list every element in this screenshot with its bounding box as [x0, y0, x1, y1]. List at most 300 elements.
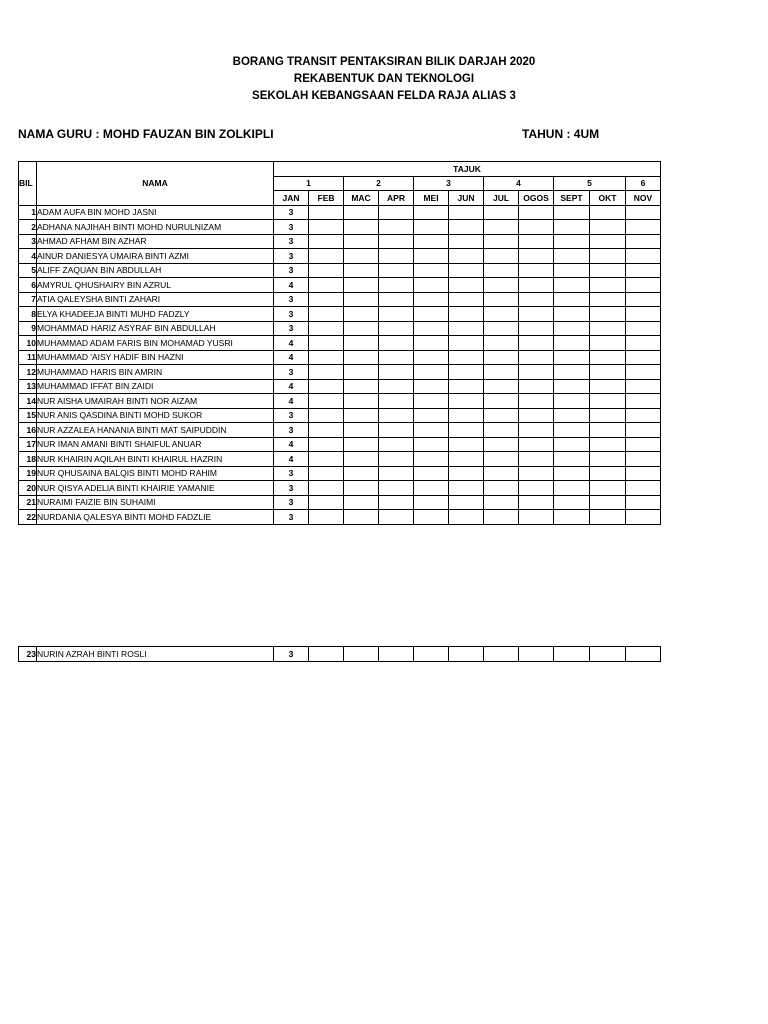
table-row	[19, 278, 661, 293]
score-cell	[309, 466, 344, 481]
score-jan: 3	[274, 307, 309, 322]
assessment-table	[18, 161, 661, 525]
score-cell	[309, 394, 344, 409]
score-cell	[344, 321, 379, 336]
header-row-tajuk	[19, 162, 661, 177]
score-jan: 4	[274, 452, 309, 467]
score-cell	[626, 336, 661, 351]
score-cell	[626, 205, 661, 220]
score-cell	[449, 278, 484, 293]
score-cell	[554, 350, 590, 365]
score-jan: 4	[274, 437, 309, 452]
score-cell	[309, 452, 344, 467]
score-cell	[484, 394, 519, 409]
score-cell	[484, 307, 519, 322]
score-cell	[414, 437, 449, 452]
row-number: 8	[19, 307, 37, 322]
score-cell	[344, 510, 379, 525]
score-cell	[484, 510, 519, 525]
score-cell	[484, 481, 519, 496]
score-cell	[484, 278, 519, 293]
score-cell	[379, 437, 414, 452]
score-cell	[344, 234, 379, 249]
score-cell	[449, 495, 484, 510]
score-cell	[309, 249, 344, 264]
score-jan: 3	[274, 423, 309, 438]
score-cell	[626, 365, 661, 380]
score-jan: 3	[274, 205, 309, 220]
score-cell	[519, 510, 554, 525]
month-header: JUL	[484, 191, 519, 206]
score-cell	[379, 234, 414, 249]
score-cell	[344, 423, 379, 438]
score-jan: 3	[274, 466, 309, 481]
score-cell	[626, 408, 661, 423]
score-cell	[414, 379, 449, 394]
score-cell	[414, 321, 449, 336]
score-cell	[484, 365, 519, 380]
score-cell	[626, 394, 661, 409]
score-cell	[554, 647, 590, 662]
nama-header: NAMA	[37, 162, 274, 206]
row-number: 23	[19, 647, 37, 662]
student-name: MUHAMMAD HARIS BIN AMRIN	[37, 365, 274, 380]
score-cell	[379, 394, 414, 409]
month-header: JAN	[274, 191, 309, 206]
score-cell	[590, 292, 626, 307]
score-cell	[484, 292, 519, 307]
score-jan: 4	[274, 278, 309, 293]
score-cell	[379, 350, 414, 365]
teacher-name: NAMA GURU : MOHD FAUZAN BIN ZOLKIPLI	[18, 127, 274, 141]
score-cell	[309, 365, 344, 380]
score-cell	[414, 481, 449, 496]
score-cell	[484, 379, 519, 394]
table-row	[19, 379, 661, 394]
score-cell	[590, 350, 626, 365]
score-cell	[449, 350, 484, 365]
score-cell	[379, 408, 414, 423]
score-cell	[379, 278, 414, 293]
table-row	[19, 292, 661, 307]
score-cell	[344, 394, 379, 409]
score-cell	[626, 495, 661, 510]
score-cell	[414, 452, 449, 467]
score-cell	[626, 220, 661, 235]
subject-title: REKABENTUK DAN TEKNOLOGI	[293, 73, 475, 85]
score-cell	[414, 278, 449, 293]
score-cell	[309, 423, 344, 438]
score-jan: 3	[274, 263, 309, 278]
score-cell	[554, 437, 590, 452]
student-name: NURDANIA QALESYA BINTI MOHD FADZLIE	[37, 510, 274, 525]
score-jan: 4	[274, 336, 309, 351]
score-cell	[554, 495, 590, 510]
student-name: MUHAMMAD ADAM FARIS BIN MOHAMAD YUSRI	[37, 336, 274, 351]
score-cell	[309, 510, 344, 525]
score-cell	[449, 647, 484, 662]
student-name: ELYA KHADEEJA BINTI MUHD FADZLY	[37, 307, 274, 322]
score-cell	[590, 278, 626, 293]
month-header: APR	[379, 191, 414, 206]
student-name: AHMAD AFHAM BIN AZHAR	[37, 234, 274, 249]
row-number: 9	[19, 321, 37, 336]
score-cell	[554, 321, 590, 336]
score-cell	[309, 263, 344, 278]
score-cell	[519, 263, 554, 278]
score-cell	[484, 336, 519, 351]
score-cell	[414, 495, 449, 510]
student-name: NUR ANIS QASDINA BINTI MOHD SUKOR	[37, 408, 274, 423]
group-header: 5	[554, 176, 626, 191]
score-cell	[344, 647, 379, 662]
score-cell	[519, 350, 554, 365]
table-row	[19, 408, 661, 423]
month-header: OGOS	[519, 191, 554, 206]
score-cell	[414, 220, 449, 235]
score-cell	[414, 263, 449, 278]
score-cell	[449, 452, 484, 467]
score-cell	[626, 452, 661, 467]
score-cell	[344, 292, 379, 307]
group-header: 3	[414, 176, 484, 191]
row-number: 17	[19, 437, 37, 452]
score-cell	[590, 510, 626, 525]
table-row	[19, 307, 661, 322]
score-cell	[309, 307, 344, 322]
score-cell	[626, 423, 661, 438]
group-header: 6	[626, 176, 661, 191]
score-cell	[519, 278, 554, 293]
score-jan: 4	[274, 394, 309, 409]
score-cell	[519, 220, 554, 235]
row-number: 1	[19, 205, 37, 220]
score-cell	[414, 408, 449, 423]
table-row	[19, 647, 661, 662]
row-number: 7	[19, 292, 37, 307]
student-name: NURIN AZRAH BINTI ROSLI	[37, 647, 274, 662]
score-cell	[626, 481, 661, 496]
score-cell	[626, 263, 661, 278]
score-cell	[554, 249, 590, 264]
score-cell	[554, 307, 590, 322]
score-jan: 3	[274, 481, 309, 496]
score-cell	[449, 423, 484, 438]
score-cell	[626, 510, 661, 525]
score-cell	[449, 437, 484, 452]
row-number: 4	[19, 249, 37, 264]
score-cell	[309, 220, 344, 235]
group-header: 1	[274, 176, 344, 191]
score-cell	[379, 510, 414, 525]
student-name: MOHAMMAD HARIZ ASYRAF BIN ABDULLAH	[37, 321, 274, 336]
score-cell	[414, 647, 449, 662]
score-cell	[590, 321, 626, 336]
score-cell	[554, 423, 590, 438]
score-cell	[344, 249, 379, 264]
score-cell	[554, 510, 590, 525]
row-number: 21	[19, 495, 37, 510]
score-cell	[590, 423, 626, 438]
score-cell	[309, 336, 344, 351]
table-row	[19, 336, 661, 351]
score-cell	[626, 379, 661, 394]
score-cell	[519, 495, 554, 510]
score-cell	[484, 647, 519, 662]
score-jan: 3	[274, 365, 309, 380]
score-cell	[519, 647, 554, 662]
score-cell	[344, 220, 379, 235]
row-number: 12	[19, 365, 37, 380]
score-cell	[344, 205, 379, 220]
assessment-table-continued	[18, 646, 661, 662]
score-cell	[379, 263, 414, 278]
table-row	[19, 263, 661, 278]
score-cell	[626, 350, 661, 365]
student-name: NUR AZZALEA HANANIA BINTI MAT SAIPUDDIN	[37, 423, 274, 438]
score-cell	[449, 394, 484, 409]
row-number: 10	[19, 336, 37, 351]
month-header: OKT	[590, 191, 626, 206]
score-cell	[344, 278, 379, 293]
score-cell	[484, 263, 519, 278]
score-cell	[414, 394, 449, 409]
score-cell	[449, 321, 484, 336]
score-cell	[590, 466, 626, 481]
group-header: 2	[344, 176, 414, 191]
score-cell	[309, 408, 344, 423]
table-row	[19, 249, 661, 264]
score-cell	[309, 437, 344, 452]
score-cell	[626, 307, 661, 322]
student-name: AMYRUL QHUSHAIRY BIN AZRUL	[37, 278, 274, 293]
student-name: NUR KHAIRIN AQILAH BINTI KHAIRUL HAZRIN	[37, 452, 274, 467]
score-cell	[519, 336, 554, 351]
score-cell	[379, 423, 414, 438]
score-cell	[309, 205, 344, 220]
form-title: BORANG TRANSIT PENTAKSIRAN BILIK DARJAH 2020	[232, 56, 536, 68]
month-header: SEPT	[554, 191, 590, 206]
score-cell	[414, 205, 449, 220]
score-cell	[414, 466, 449, 481]
score-cell	[554, 466, 590, 481]
score-cell	[519, 481, 554, 496]
school-name: SEKOLAH KEBANGSAAN FELDA RAJA ALIAS 3	[252, 90, 516, 102]
score-cell	[590, 408, 626, 423]
student-name: NUR IMAN AMANI BINTI SHAIFUL ANUAR	[37, 437, 274, 452]
score-jan: 3	[274, 408, 309, 423]
score-jan: 3	[274, 292, 309, 307]
group-header: 4	[484, 176, 554, 191]
score-cell	[344, 379, 379, 394]
student-name: NURAIMI FAIZIE BIN SUHAIMI	[37, 495, 274, 510]
score-cell	[590, 234, 626, 249]
score-cell	[590, 336, 626, 351]
score-jan: 3	[274, 220, 309, 235]
score-cell	[309, 278, 344, 293]
row-number: 20	[19, 481, 37, 496]
table-row	[19, 495, 661, 510]
score-cell	[554, 336, 590, 351]
score-cell	[414, 350, 449, 365]
score-cell	[379, 205, 414, 220]
score-cell	[414, 423, 449, 438]
month-header: MEI	[414, 191, 449, 206]
score-cell	[344, 452, 379, 467]
student-name: ADHANA NAJIHAH BINTI MOHD NURULNIZAM	[37, 220, 274, 235]
table-row	[19, 394, 661, 409]
table-row	[19, 437, 661, 452]
score-cell	[554, 365, 590, 380]
score-cell	[414, 292, 449, 307]
score-jan: 3	[274, 321, 309, 336]
score-cell	[590, 394, 626, 409]
score-cell	[590, 379, 626, 394]
score-cell	[344, 408, 379, 423]
row-number: 11	[19, 350, 37, 365]
student-name: ATIA QALEYSHA BINTI ZAHARI	[37, 292, 274, 307]
score-cell	[484, 220, 519, 235]
score-cell	[554, 205, 590, 220]
score-cell	[344, 481, 379, 496]
score-cell	[519, 292, 554, 307]
score-cell	[379, 365, 414, 380]
score-cell	[554, 220, 590, 235]
score-cell	[309, 379, 344, 394]
score-cell	[590, 263, 626, 278]
row-number: 5	[19, 263, 37, 278]
score-cell	[344, 263, 379, 278]
score-cell	[554, 278, 590, 293]
score-cell	[554, 408, 590, 423]
score-cell	[519, 423, 554, 438]
student-name: NUR AISHA UMAIRAH BINTI NOR AIZAM	[37, 394, 274, 409]
score-cell	[484, 321, 519, 336]
bil-header: BIL	[19, 162, 37, 206]
score-cell	[484, 234, 519, 249]
score-cell	[519, 379, 554, 394]
row-number: 14	[19, 394, 37, 409]
student-name: NUR QISYA ADELIA BINTI KHAIRIE YAMANIE	[37, 481, 274, 496]
score-cell	[449, 220, 484, 235]
score-cell	[344, 437, 379, 452]
score-cell	[590, 249, 626, 264]
score-jan: 3	[274, 234, 309, 249]
score-cell	[309, 350, 344, 365]
table-row	[19, 423, 661, 438]
score-jan: 3	[274, 249, 309, 264]
table-row	[19, 466, 661, 481]
score-cell	[590, 452, 626, 467]
tajuk-header: TAJUK	[274, 162, 661, 177]
score-cell	[626, 234, 661, 249]
score-cell	[309, 321, 344, 336]
table-row	[19, 234, 661, 249]
score-cell	[626, 437, 661, 452]
score-cell	[414, 234, 449, 249]
score-jan: 3	[274, 495, 309, 510]
table-row	[19, 365, 661, 380]
score-cell	[344, 495, 379, 510]
score-cell	[379, 321, 414, 336]
student-name: ADAM AUFA BIN MOHD JASNI	[37, 205, 274, 220]
document-header	[0, 54, 768, 105]
student-name: AINUR DANIESYA UMAIRA BINTI AZMI	[37, 249, 274, 264]
score-cell	[554, 452, 590, 467]
row-number: 19	[19, 466, 37, 481]
score-cell	[554, 263, 590, 278]
score-cell	[449, 379, 484, 394]
score-cell	[449, 466, 484, 481]
score-cell	[379, 336, 414, 351]
score-cell	[519, 452, 554, 467]
score-cell	[484, 205, 519, 220]
score-cell	[449, 510, 484, 525]
score-cell	[379, 220, 414, 235]
score-cell	[484, 452, 519, 467]
score-cell	[449, 249, 484, 264]
score-cell	[484, 423, 519, 438]
score-cell	[379, 452, 414, 467]
score-cell	[309, 647, 344, 662]
score-cell	[344, 350, 379, 365]
score-cell	[590, 307, 626, 322]
table-row	[19, 205, 661, 220]
score-cell	[554, 394, 590, 409]
score-cell	[519, 307, 554, 322]
score-cell	[519, 321, 554, 336]
month-header: NOV	[626, 191, 661, 206]
score-cell	[449, 336, 484, 351]
row-number: 15	[19, 408, 37, 423]
score-cell	[414, 249, 449, 264]
score-cell	[626, 249, 661, 264]
row-number: 13	[19, 379, 37, 394]
score-cell	[519, 394, 554, 409]
score-cell	[309, 495, 344, 510]
student-name: NUR QHUSAINA BALQIS BINTI MOHD RAHIM	[37, 466, 274, 481]
score-cell	[414, 365, 449, 380]
score-cell	[519, 437, 554, 452]
table-row	[19, 350, 661, 365]
score-cell	[519, 365, 554, 380]
score-cell	[626, 466, 661, 481]
month-header: MAC	[344, 191, 379, 206]
row-number: 16	[19, 423, 37, 438]
score-cell	[554, 481, 590, 496]
score-jan: 4	[274, 350, 309, 365]
score-cell	[379, 379, 414, 394]
score-cell	[484, 466, 519, 481]
table-row	[19, 220, 661, 235]
score-cell	[590, 205, 626, 220]
table-row	[19, 321, 661, 336]
table-row	[19, 452, 661, 467]
score-cell	[484, 437, 519, 452]
score-cell	[519, 205, 554, 220]
score-cell	[379, 466, 414, 481]
table-row	[19, 510, 661, 525]
score-cell	[344, 336, 379, 351]
row-number: 2	[19, 220, 37, 235]
score-cell	[484, 408, 519, 423]
month-header: FEB	[309, 191, 344, 206]
score-cell	[554, 292, 590, 307]
score-cell	[379, 481, 414, 496]
score-cell	[590, 365, 626, 380]
score-cell	[379, 249, 414, 264]
score-cell	[554, 379, 590, 394]
